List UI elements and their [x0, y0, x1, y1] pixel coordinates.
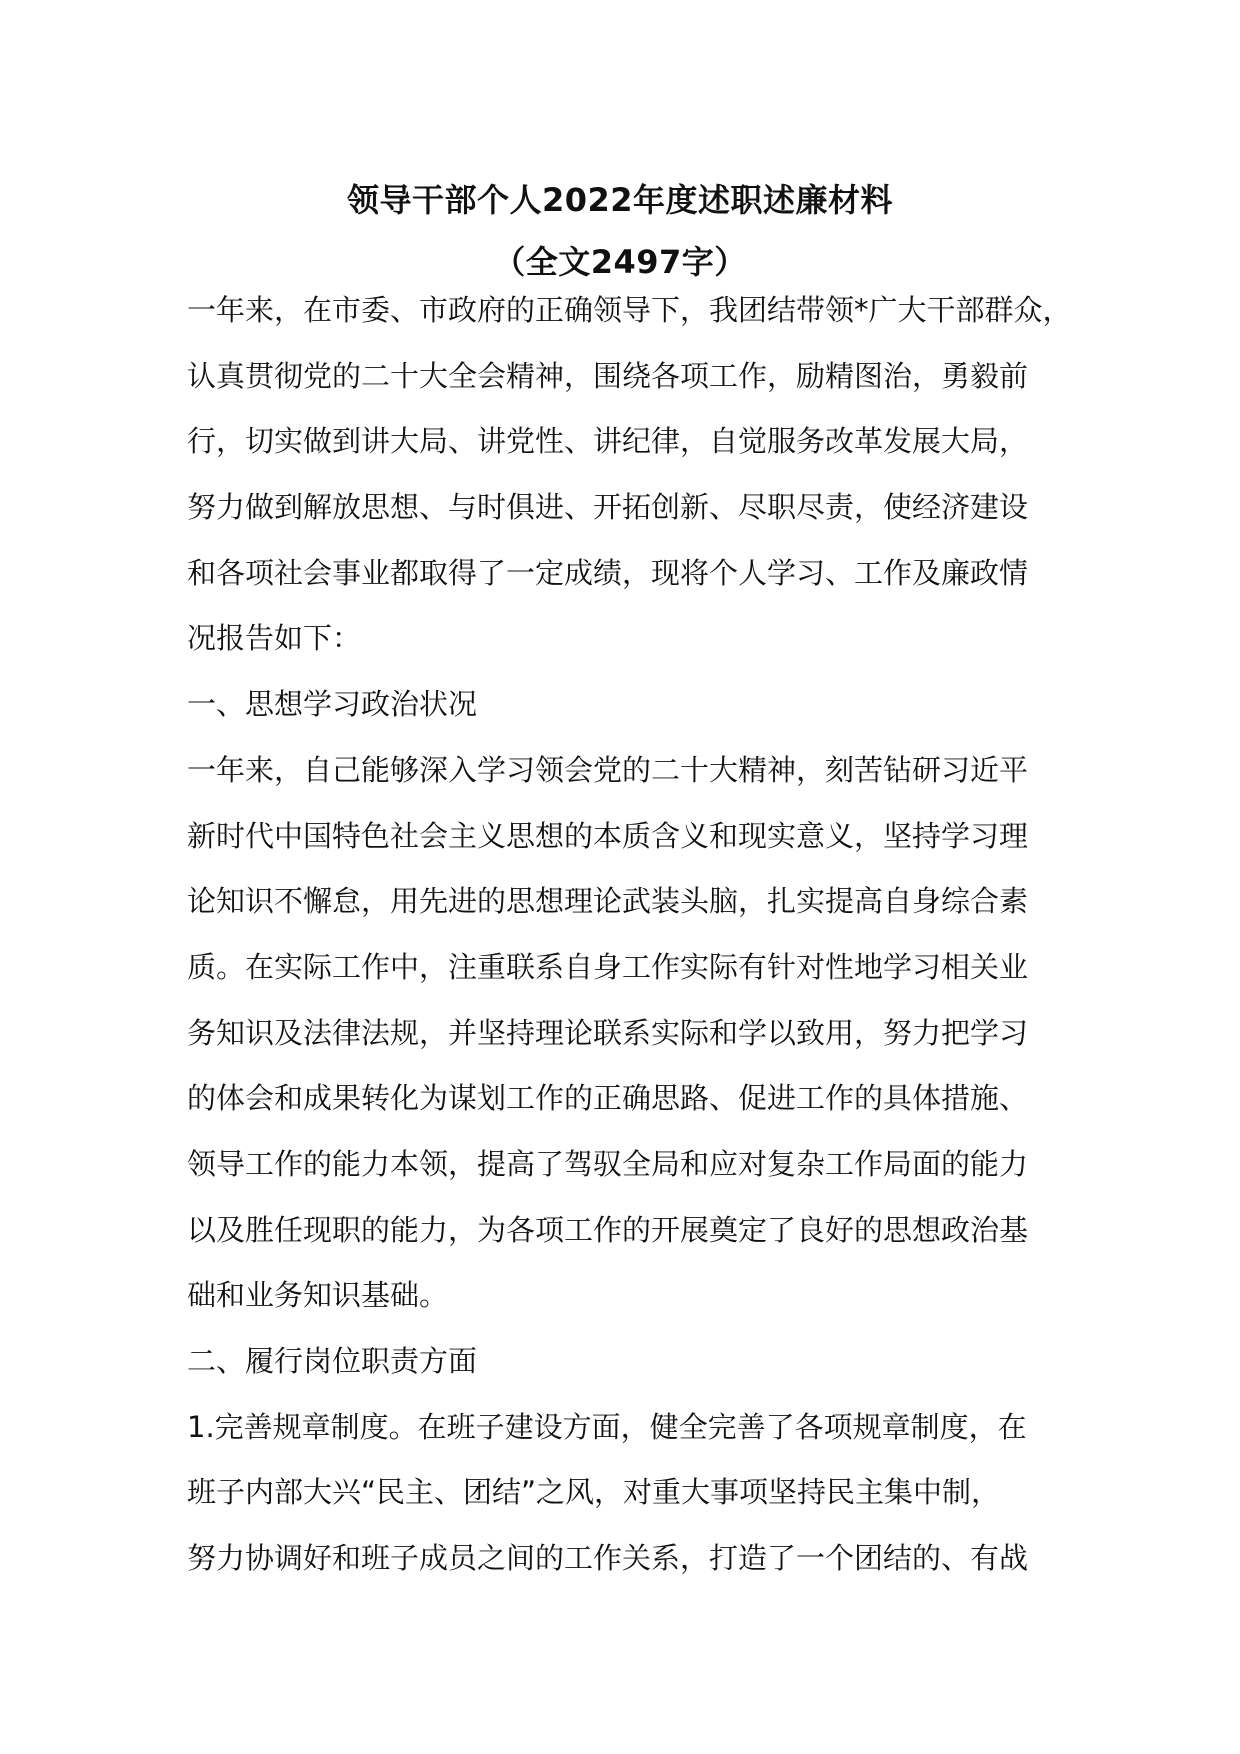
body-line: 认真贯彻党的二十大全会精神，围绕各项工作，励精图治，勇毅前: [187, 358, 1029, 393]
body-line: 础和业务知识基础。: [187, 1278, 449, 1313]
body-line: 的体会和成果转化为谋划工作的正确思路、促进工作的具体措施、: [187, 1081, 1029, 1116]
section-heading: 一、思想学习政治状况: [187, 687, 478, 722]
document-subtitle: （全文2497字）: [493, 243, 747, 281]
body-line: 一年来，自己能够深入学习领会党的二十大精神，刻苦钻研习近平: [187, 752, 1029, 787]
body-line: 努力做到解放思想、与时俱进、开拓创新、尽职尽责，使经济建设: [187, 490, 1029, 525]
body-line: 质。在实际工作中，注重联系自身工作实际有针对性地学习相关业: [187, 949, 1029, 984]
body-line: 论知识不懈怠，用先进的思想理论武装头脑，扎实提高自身综合素: [187, 884, 1029, 919]
section-heading: 二、履行岗位职责方面: [187, 1344, 478, 1378]
document-title: 领导干部个人2022年度述职述廉材料: [346, 181, 894, 219]
body-line: 班子内部大兴“民主、团结”之风，对重大事项坚持民主集中制，: [187, 1475, 1001, 1510]
body-line: 行，切实做到讲大局、讲党性、讲纪律，自觉服务改革发展大局，: [187, 424, 1029, 459]
document-body: [187, 278, 1072, 1592]
body-line: 以及胜任现职的能力，为各项工作的开展奠定了良好的思想政治基: [187, 1212, 1029, 1247]
body-line: 务知识及法律法规，并坚持理论联系实际和学以致用，努力把学习: [187, 1015, 1029, 1050]
body-line: 新时代中国特色社会主义思想的本质含义和现实意义，坚持学习理: [187, 818, 1029, 853]
body-line: 和各项社会事业都取得了一定成绩，现将个人学习、工作及廉政情: [187, 555, 1029, 590]
body-line: 努力协调好和班子成员之间的工作关系，打造了一个团结的、有战: [187, 1541, 1029, 1576]
body-line: 领导工作的能力本领，提高了驾驭全局和应对复杂工作局面的能力: [187, 1146, 1029, 1181]
body-line: 一年来，在市委、市政府的正确领导下，我团结带领*广大干部群众，: [187, 293, 1072, 327]
body-line: 1.完善规章制度。在班子建设方面，健全完善了各项规章制度，在: [187, 1409, 1027, 1444]
body-line: 况报告如下：: [187, 621, 362, 656]
